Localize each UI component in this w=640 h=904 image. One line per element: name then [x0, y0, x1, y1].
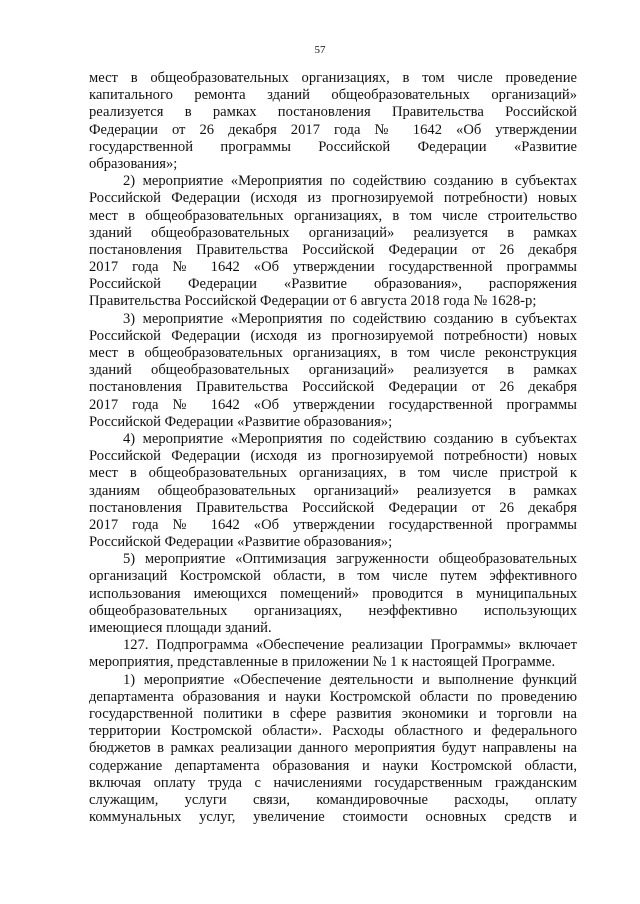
text-line: мест в общеобразовательных организациях, в том числе строительство [89, 207, 577, 224]
text-line: 5) мероприятие «Оптимизация загруженности общеобразовательных [123, 551, 577, 568]
text-line: постановления Правительства Российской Федерации от 26 декабря [89, 241, 577, 258]
text-line: 1) мероприятие «Обеспечение деятельности и выполнение функций [123, 671, 577, 688]
text-line: 2017 года № 1642 «Об утверждении государственной программы [89, 396, 577, 413]
text-line: департамента образования и науки Костромской области по проведению [89, 688, 577, 705]
text-line: постановления Правительства Российской Федерации от 26 декабря [89, 499, 577, 516]
text-line: территории Костромской области». Расходы областного и федерального [89, 723, 577, 740]
text-line: 2017 года № 1642 «Об утверждении государственной программы [89, 516, 577, 533]
text-line: Российской Федерации «Развитие образования»; [89, 413, 393, 430]
text-line: Российской Федерации «Развитие образования», распоряжения [89, 276, 577, 293]
text-line: бюджетов в рамках реализации данного мероприятия будут направлены на [89, 740, 577, 757]
text-line: постановления Правительства Российской Федерации от 26 декабря [89, 379, 577, 396]
text-line: 2) мероприятие «Мероприятия по содействию созданию в субъектах [123, 173, 577, 190]
text-line: содержание департамента образования и науки Костромской области, [89, 757, 577, 774]
text-line: общеобразовательных организациях, неэффективно использующих [89, 602, 577, 619]
text-line: мест в общеобразовательных организациях, в том числе проведение [89, 70, 577, 86]
text-line: капитального ремонта зданий общеобразовательных организаций» [89, 87, 577, 104]
text-line: зданиям общеобразовательных организаций» реализуется в рамках [89, 482, 577, 499]
text-line: включая оплату труда с начислениями государственным гражданским [89, 774, 577, 791]
text-line: мероприятия, представленные в приложении № 1 к настоящей Программе. [89, 654, 556, 671]
text-line: имеющиеся площади зданий. [89, 620, 272, 636]
text-line: Российской Федерации «Развитие образования»; [89, 534, 393, 551]
text-line: государственной программы Российской Федерации «Развитие [89, 138, 577, 155]
text-line: коммунальных услуг, увеличение стоимости основных средств и [89, 809, 577, 826]
text-line: зданий общеобразовательных организаций» реализуется в рамках [89, 362, 577, 379]
text-line: служащим, услуги связи, командировочные расходы, оплату [89, 791, 577, 808]
text-line: реализуется в рамках постановления Правительства Российской [89, 104, 577, 121]
text-line: зданий общеобразовательных организаций» реализуется в рамках [89, 224, 577, 241]
text-line: 127. Подпрограмма «Обеспечение реализации Программы» включает [123, 637, 577, 654]
text-line: образования»; [89, 155, 178, 172]
page-number: 57 [314, 44, 326, 56]
text-line: 4) мероприятие «Мероприятия по содействию созданию в субъектах [123, 430, 577, 447]
text-line: использования имеющихся помещений» проводится в муниципальных [89, 585, 577, 602]
text-line: Российской Федерации (исходя из прогнозируемой потребности) новых [89, 448, 577, 465]
text-line: Российской Федерации (исходя из прогнозируемой потребности) новых [89, 327, 577, 344]
text-line: 2017 года № 1642 «Об утверждении государственной программы [89, 259, 577, 276]
text-line: государственной политики в сфере развития экономики и торговли на [89, 705, 577, 722]
text-line: мест в общеобразовательных организациях, в том числе пристрой к [89, 465, 577, 482]
text-line: Федерации от 26 декабря 2017 года № 1642 «Об утверждении [89, 121, 577, 138]
body-text [89, 70, 577, 826]
text-line: Правительства Российской Федерации от 6 августа 2018 года № 1628-р; [89, 293, 537, 310]
text-line: мест в общеобразовательных организациях, в том числе реконструкция [89, 345, 577, 361]
text-line: 3) мероприятие «Мероприятия по содействию созданию в субъектах [123, 310, 577, 327]
text-line: Российской Федерации (исходя из прогнозируемой потребности) новых [89, 190, 577, 207]
text-line: организаций Костромской области, в том числе путем эффективного [89, 568, 577, 585]
